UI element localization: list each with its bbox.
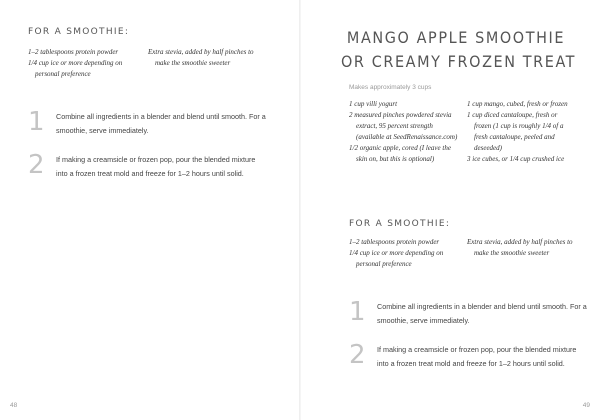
ingredient-item: 1/4 cup ice or more depending on personal preference <box>349 249 444 268</box>
right-page <box>301 0 600 420</box>
smoothie-ingredients <box>349 237 573 270</box>
ingredient-column-1 <box>28 47 140 80</box>
recipe-title <box>341 26 577 74</box>
step-number: 1 <box>28 107 45 137</box>
ingredient-item: Extra stevia, added by half pinches to make the smoothie sweeter <box>148 48 254 67</box>
page-number: 49 <box>582 402 590 409</box>
ingredient-column-1 <box>349 99 459 165</box>
step-text: Combine all ingredients in a blender and blend until smooth. For a smoothie, serve immediately. <box>377 302 587 325</box>
page-number: 48 <box>10 402 18 409</box>
ingredient-column-1 <box>349 237 459 270</box>
title-line: MANGO APPLE SMOOTHIE <box>346 28 566 47</box>
section-heading: FOR A SMOOTHIE: <box>349 219 451 229</box>
ingredient-item: 1–2 tablespoons protein powder <box>349 238 440 246</box>
ingredient-item: 1/4 cup ice or more depending on personal preference <box>28 59 123 78</box>
title-line: OR CREAMY FROZEN TREAT <box>341 52 577 71</box>
ingredient-item: 1 cup diced cantaloupe, fresh or frozen (1 cup is roughly 1/4 of a fresh cantaloupe, peeled and deseeded) <box>467 111 564 152</box>
ingredient-item: 2 measured pinches powdered stevia extract, 95 percent strength (available at SeedRenaissance.com) <box>349 111 458 141</box>
ingredient-column-2 <box>467 99 573 165</box>
ingredient-item: 1 cup villi yogurt <box>349 100 398 108</box>
step-text: If making a creamsicle or frozen pop, pour the blended mixture into a frozen treat mold and freeze for 1–2 hours until solid. <box>377 345 577 368</box>
ingredient-column-2 <box>467 237 573 270</box>
ingredient-item: 1/2 organic apple, cored (I leave the skin on, but this is optional) <box>349 144 451 163</box>
ingredient-item: 3 ice cubes, or 1/4 cup crushed ice <box>467 155 565 163</box>
recipe-yield: Makes approximately 3 cups <box>349 84 432 91</box>
section-heading: FOR A SMOOTHIE: <box>28 27 130 37</box>
step-text: If making a creamsicle or frozen pop, pour the blended mixture into a frozen treat mold and freeze for 1–2 hours until solid. <box>56 155 256 178</box>
step-number: 2 <box>349 340 366 370</box>
step-text: Combine all ingredients in a blender and blend until smooth. For a smoothie, serve immediately. <box>56 112 266 135</box>
ingredient-item: 1 cup mango, cubed, fresh or frozen <box>467 100 568 108</box>
ingredient-item: Extra stevia, added by half pinches to make the smoothie sweeter <box>467 238 573 257</box>
step-number: 1 <box>349 297 366 327</box>
ingredient-column-2 <box>148 47 260 80</box>
main-ingredients <box>349 99 573 165</box>
step-number: 2 <box>28 150 45 180</box>
left-page <box>0 0 299 420</box>
ingredient-item: 1–2 tablespoons protein powder <box>28 48 119 56</box>
smoothie-ingredients <box>28 47 260 80</box>
